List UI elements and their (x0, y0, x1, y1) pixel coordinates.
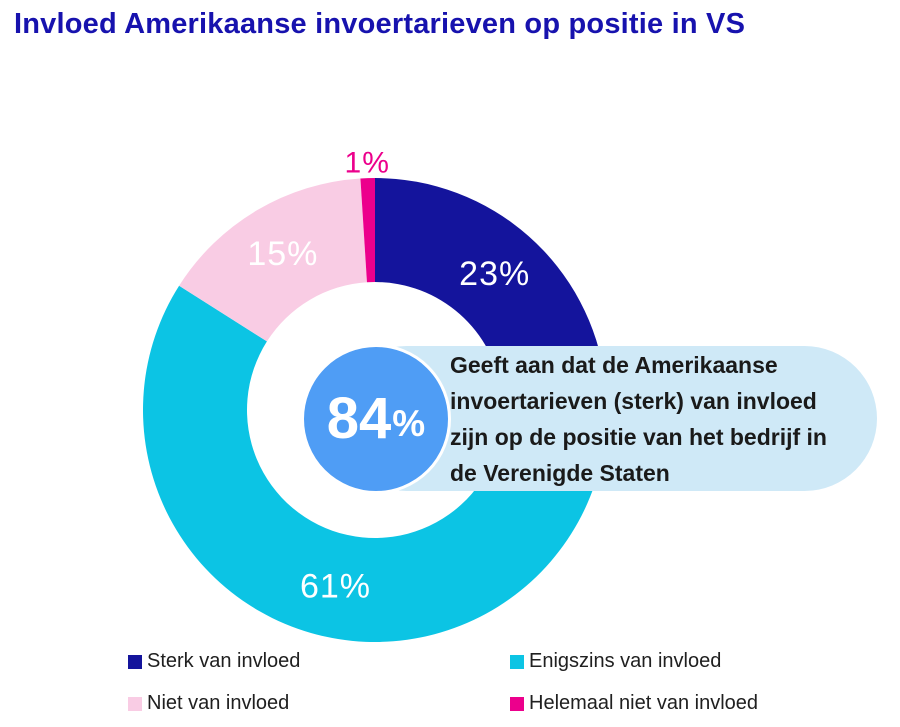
legend-label: Helemaal niet van invloed (529, 692, 759, 714)
legend-item-helemaal-niet-van-invloed (510, 692, 758, 715)
callout-value-group (304, 347, 448, 491)
callout-percent-sign: % (392, 402, 426, 444)
legend-label: Niet van invloed (147, 692, 290, 714)
legend-swatch-enigszins-van-invloed (510, 655, 524, 669)
donut-label-sterk-van-invloed: 23% (459, 255, 531, 294)
callout-circle (301, 344, 451, 494)
legend-item-enigszins-van-invloed (510, 650, 758, 673)
callout-text-line: Geeft aan dat de Amerikaanse (450, 351, 778, 378)
legend-label: Enigszins van invloed (529, 650, 722, 672)
chart-legend (128, 650, 758, 715)
callout-text-line: zijn op de positie van het bedrijf in (450, 423, 827, 450)
legend-label: Sterk van invloed (147, 650, 301, 672)
legend-item-sterk-van-invloed (128, 650, 510, 673)
donut-label-helemaal-niet-van-invloed: 1% (344, 146, 390, 180)
legend-swatch-helemaal-niet-van-invloed (510, 697, 524, 711)
callout-text-line: de Verenigde Staten (450, 459, 670, 486)
callout-text-line: invoertarieven (sterk) van invloed (450, 387, 817, 414)
callout-text (450, 347, 827, 491)
legend-swatch-niet-van-invloed (128, 697, 142, 711)
page-title: Invloed Amerikaanse invoertarieven op positie in VS (14, 8, 746, 40)
legend-swatch-sterk-van-invloed (128, 655, 142, 669)
donut-label-niet-van-invloed: 15% (247, 235, 319, 274)
legend-item-niet-van-invloed (128, 692, 510, 715)
donut-label-enigszins-van-invloed: 61% (299, 567, 372, 606)
callout-value: 84 (326, 386, 392, 451)
